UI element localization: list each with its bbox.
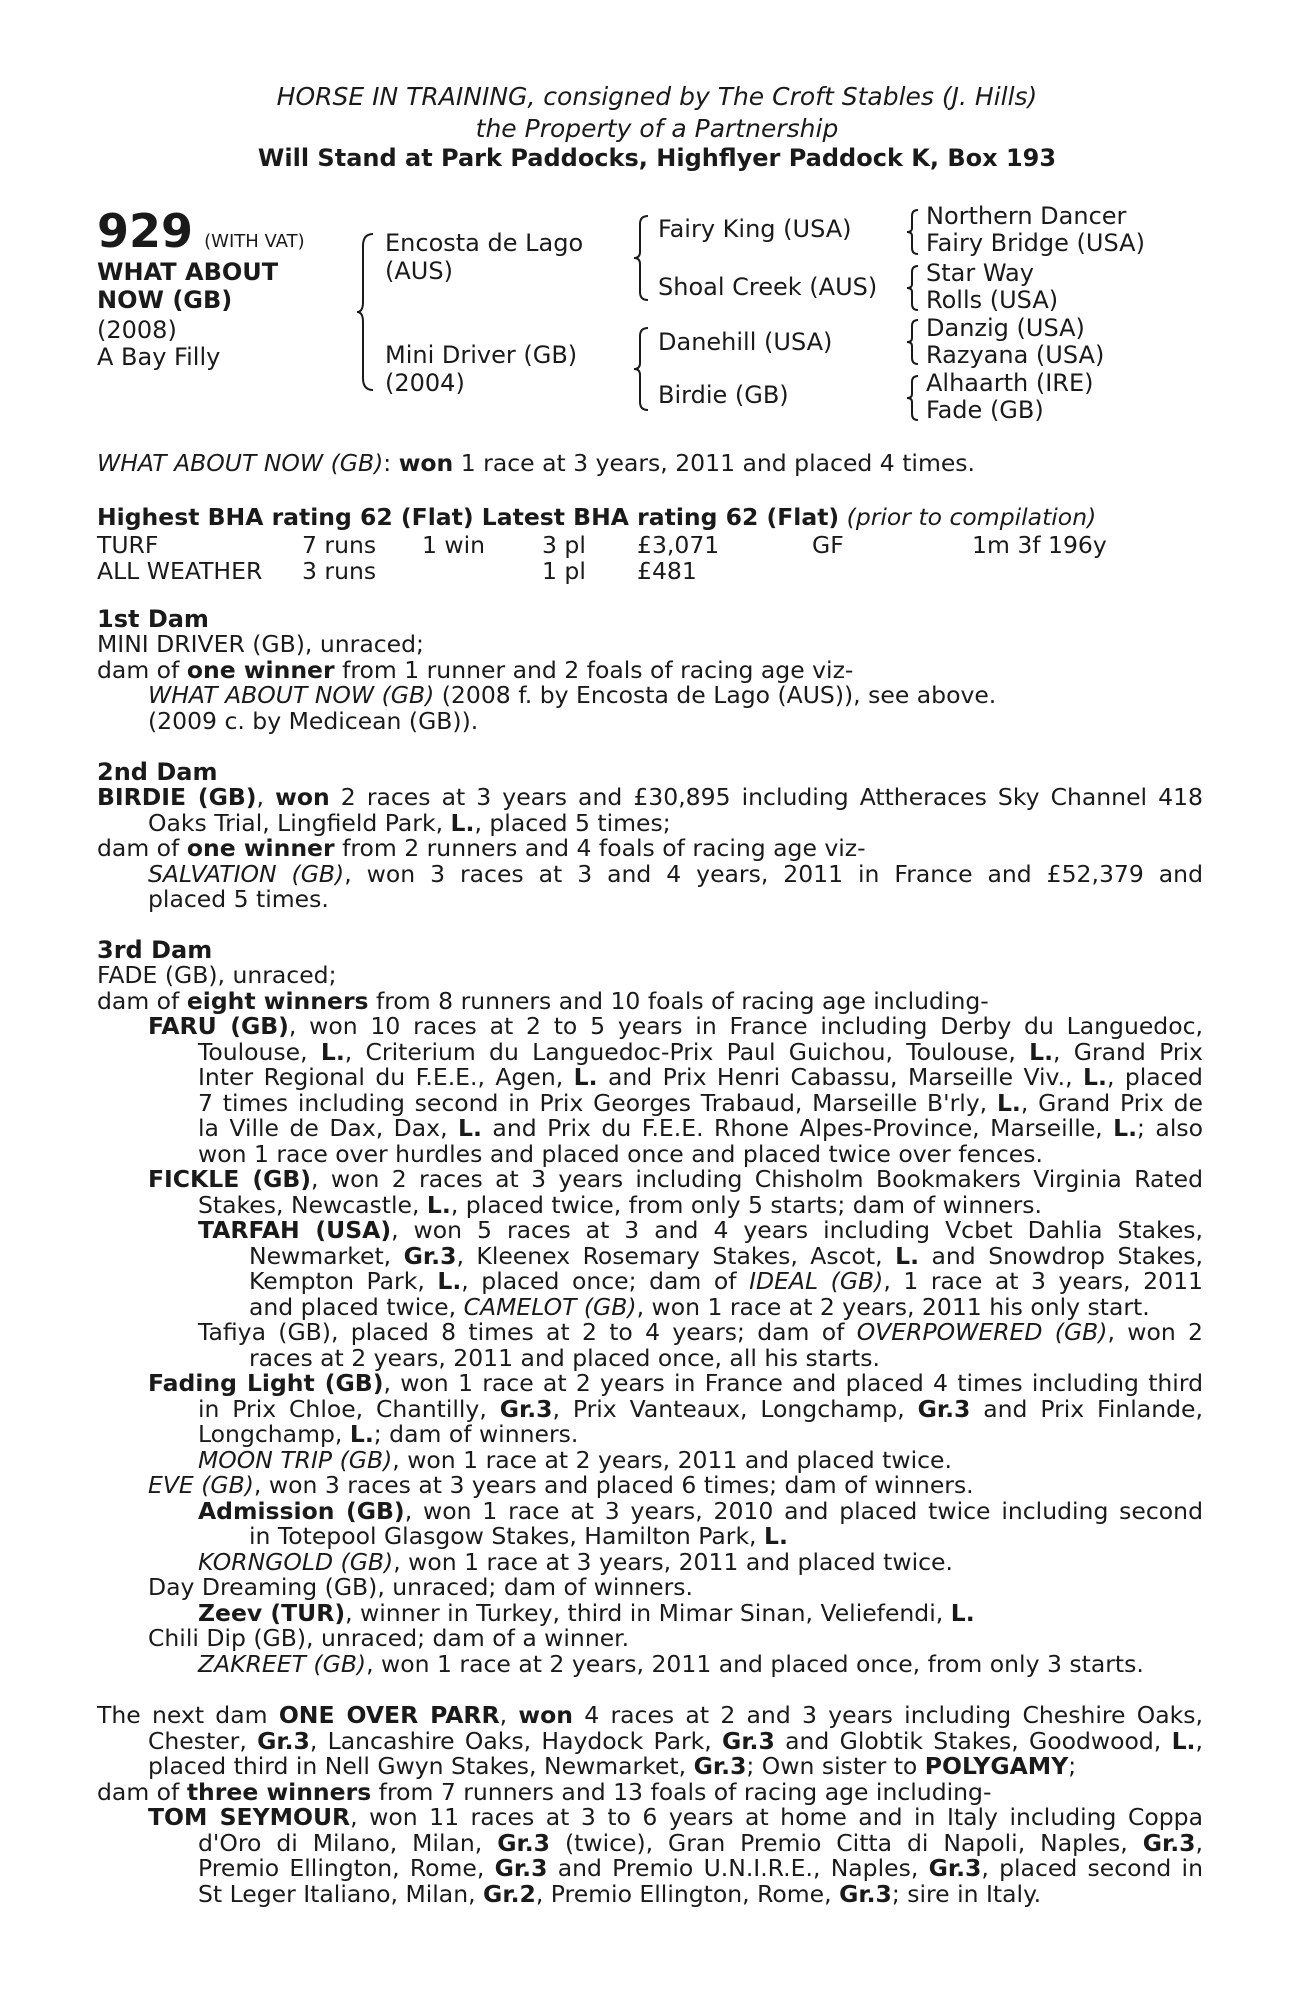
zakreet-line: ZAKREET (GB), won 1 race at 2 years, 2011 and placed once, from only 3 starts. xyxy=(198,1650,1144,1678)
pedigree-brace-dam xyxy=(632,326,652,412)
horse-year: (2008) xyxy=(97,316,177,344)
sire-dam: Shoal Creek (AUS) xyxy=(658,273,878,301)
aw-placed: 1 pl xyxy=(542,557,586,585)
tarfah-line4: and placed twice, CAMELOT (GB), won 1 race at 2 years, 2011 his only start. xyxy=(249,1293,1150,1321)
turf-wins: 1 win xyxy=(422,531,486,559)
aw-money: £481 xyxy=(637,557,697,585)
fading-light-line1: Fading Light (GB), won 1 race at 2 years in France and placed 4 times including third xyxy=(148,1369,1203,1397)
faru-line4: 7 times including second in Prix Georges Trabaud, Marseille B'rly, L., Grand Prix de xyxy=(198,1089,1203,1117)
dam-year: (2004) xyxy=(385,369,465,397)
pedigree-brace-sire xyxy=(632,214,652,302)
turf-runs: 7 runs xyxy=(302,531,377,559)
faru-line2: Toulouse, L., Criterium du Languedoc-Prix Paul Guichou, Toulouse, L., Grand Prix xyxy=(198,1038,1203,1066)
chili-dip-line: Chili Dip (GB), unraced; dam of a winner. xyxy=(148,1624,630,1652)
third-dam-heading: 3rd Dam xyxy=(97,936,213,964)
faru-line6: won 1 race over hurdles and placed once and placed twice over fences. xyxy=(198,1140,1043,1168)
horse-name-line2: NOW (GB) xyxy=(97,286,233,314)
second-dam-heading: 2nd Dam xyxy=(97,758,218,786)
pedigree-brace-main xyxy=(355,232,377,392)
race-summary: WHAT ABOUT NOW (GB): won 1 race at 3 years, 2011 and placed 4 times. xyxy=(97,449,976,477)
first-dam-produce: dam of one winner from 1 runner and 2 foals of racing age viz- xyxy=(97,656,854,684)
stand-line: Will Stand at Park Paddocks, Highflyer Paddock K, Box 193 xyxy=(257,144,1057,172)
admission-line1: Admission (GB), won 1 race at 3 years, 2010 and placed twice including second xyxy=(198,1497,1203,1525)
tafiya-line1: Tafiya (GB), placed 8 times at 2 to 4 years; dam of OVERPOWERED (GB), won 2 xyxy=(198,1318,1203,1346)
ped-star-way: Star Way xyxy=(926,259,1034,287)
second-dam-produce: dam of one winner from 2 runners and 4 foals of racing age viz- xyxy=(97,834,866,862)
consignor-line: HORSE IN TRAINING, consigned by The Croft Stables (J. Hills) xyxy=(276,82,1038,111)
moon-trip-line: MOON TRIP (GB), won 1 race at 2 years, 2011 and placed twice. xyxy=(198,1446,952,1474)
next-dam-line1: The next dam ONE OVER PARR, won 4 races at 2 and 3 years including Cheshire Oaks, xyxy=(97,1701,1203,1729)
sire-country: (AUS) xyxy=(385,257,453,285)
turf-label: TURF xyxy=(97,531,159,559)
ped-alhaarth: Alhaarth (IRE) xyxy=(926,369,1094,397)
horse-name-line1: WHAT ABOUT xyxy=(97,258,279,286)
admission-line2: in Totepool Glasgow Stakes, Hamilton Park, L. xyxy=(249,1522,788,1550)
faru-line1: FARU (GB), won 10 races at 2 to 5 years in France including Derby du Languedoc, xyxy=(148,1012,1203,1040)
salvation-line2: placed 5 times. xyxy=(148,885,329,913)
fading-light-line3: Longchamp, L.; dam of winners. xyxy=(198,1420,579,1448)
dam-sire: Danehill (USA) xyxy=(658,328,833,356)
fickle-line2: Stakes, Newcastle, L., placed twice, from only 5 starts; dam of winners. xyxy=(198,1191,1042,1219)
ped-razyana: Razyana (USA) xyxy=(926,341,1105,369)
pedigree-brace-2 xyxy=(905,264,921,312)
property-line: the Property of a Partnership xyxy=(475,114,839,143)
zeev-line: Zeev (TUR), winner in Turkey, third in Mimar Sinan, Veliefendi, L. xyxy=(198,1599,975,1627)
salvation-line1: SALVATION (GB), won 3 races at 3 and 4 years, 2011 in France and £52,379 and xyxy=(148,860,1203,888)
second-dam-line2: Oaks Trial, Lingfield Park, L., placed 5 times; xyxy=(148,809,671,837)
turf-money: £3,071 xyxy=(637,531,720,559)
korngold-line: KORNGOLD (GB), won 1 race at 3 years, 2011 and placed twice. xyxy=(198,1548,953,1576)
third-dam-produce: dam of eight winners from 8 runners and 10 foals of racing age including- xyxy=(97,987,989,1015)
pedigree-brace-1 xyxy=(905,208,921,256)
next-dam-produce: dam of three winners from 7 runners and 13 foals of racing age including- xyxy=(97,1778,992,1806)
fading-light-line2: in Prix Chloe, Chantilly, Gr.3, Prix Vanteaux, Longchamp, Gr.3 and Prix Finlande, xyxy=(198,1395,1203,1423)
bha-rating: Highest BHA rating 62 (Flat) Latest BHA rating 62 (Flat) (prior to compilation) xyxy=(97,503,1097,531)
first-dam-line: MINI DRIVER (GB), unraced; xyxy=(97,630,424,658)
second-dam-line1: BIRDIE (GB), won 2 races at 3 years and £30,895 including Attheraces Sky Channel 418 xyxy=(97,783,1203,811)
horse-sex-colour: A Bay Filly xyxy=(97,343,221,371)
tom-seymour-line1: TOM SEYMOUR, won 11 races at 3 to 6 years at home and in Italy including Coppa xyxy=(148,1803,1204,1831)
vat-note: (WITH VAT) xyxy=(204,231,305,252)
dam-name: Mini Driver (GB) xyxy=(385,341,578,369)
turf-distance: 1m 3f 196y xyxy=(972,531,1107,559)
tafiya-line2: races at 2 years, 2011 and placed once, all his starts. xyxy=(249,1344,880,1372)
first-dam-foal-2: (2009 c. by Medicean (GB)). xyxy=(148,707,479,735)
ped-danzig: Danzig (USA) xyxy=(926,314,1085,342)
next-dam-line2: Chester, Gr.3, Lancashire Oaks, Haydock Park, Gr.3 and Globtik Stakes, Goodwood, L., xyxy=(148,1727,1203,1755)
tarfah-line3: Kempton Park, L., placed once; dam of IDEAL (GB), 1 race at 3 years, 2011 xyxy=(249,1267,1203,1295)
lot-number: 929 xyxy=(97,204,194,258)
turf-going: GF xyxy=(812,531,844,559)
aw-runs: 3 runs xyxy=(302,557,377,585)
dam-dam: Birdie (GB) xyxy=(658,381,789,409)
faru-line3: Inter Regional du F.E.E., Agen, L. and Prix Henri Cabassu, Marseille Viv., L., placed xyxy=(198,1063,1203,1091)
ped-rolls: Rolls (USA) xyxy=(926,286,1059,314)
first-dam-foal-1: WHAT ABOUT NOW (GB) (2008 f. by Encosta de Lago (AUS)), see above. xyxy=(148,681,997,709)
fickle-line1: FICKLE (GB), won 2 races at 3 years including Chisholm Bookmakers Virginia Rated xyxy=(148,1165,1203,1193)
next-dam-line3: placed third in Nell Gwyn Stakes, Newmarket, Gr.3; Own sister to POLYGAMY; xyxy=(148,1752,1077,1780)
eve-line: EVE (GB), won 3 races at 3 years and placed 6 times; dam of winners. xyxy=(148,1471,974,1499)
turf-placed: 3 pl xyxy=(542,531,586,559)
tom-seymour-line3: Premio Ellington, Rome, Gr.3 and Premio U.N.I.R.E., Naples, Gr.3, placed second in xyxy=(198,1854,1203,1882)
tom-seymour-line2: d'Oro di Milano, Milan, Gr.3 (twice), Gran Premio Citta di Napoli, Naples, Gr.3, xyxy=(198,1829,1203,1857)
ped-fairy-bridge: Fairy Bridge (USA) xyxy=(926,229,1145,257)
faru-line5: la Ville de Dax, Dax, L. and Prix du F.E.E. Rhone Alpes-Province, Marseille, L.; also xyxy=(198,1114,1203,1142)
pedigree-brace-4 xyxy=(905,374,921,422)
ped-northern-dancer: Northern Dancer xyxy=(926,202,1127,230)
sire-sire: Fairy King (USA) xyxy=(658,215,852,243)
ped-fade: Fade (GB) xyxy=(926,396,1044,424)
pedigree-brace-3 xyxy=(905,318,921,366)
aw-label: ALL WEATHER xyxy=(97,557,263,585)
day-dreaming-line: Day Dreaming (GB), unraced; dam of winners. xyxy=(148,1573,693,1601)
sire-name: Encosta de Lago xyxy=(385,229,584,257)
tarfah-line1: TARFAH (USA), won 5 races at 3 and 4 years including Vcbet Dahlia Stakes, xyxy=(198,1216,1203,1244)
tom-seymour-line4: St Leger Italiano, Milan, Gr.2, Premio Ellington, Rome, Gr.3; sire in Italy. xyxy=(198,1880,1042,1908)
lot-heading xyxy=(97,204,305,258)
third-dam-line: FADE (GB), unraced; xyxy=(97,961,337,989)
first-dam-heading: 1st Dam xyxy=(97,605,209,633)
tarfah-line2: Newmarket, Gr.3, Kleenex Rosemary Stakes, Ascot, L. and Snowdrop Stakes, xyxy=(249,1242,1203,1270)
